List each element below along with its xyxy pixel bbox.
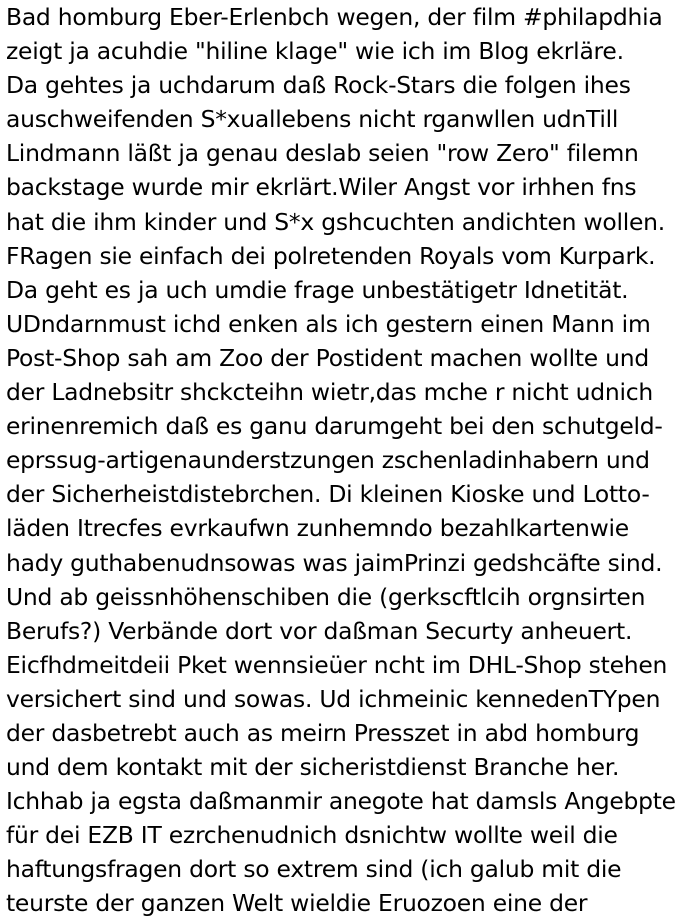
text-line-23: und dem kontakt mit der sicheristdienst Branche her. (6, 753, 620, 782)
text-line-16: läden Itrecfes evrkaufwn zunhemndo bezahlkartenwie (6, 514, 629, 543)
text-line-14: eprssug-artigenaunderstzungen zschenladinhabern und (6, 446, 650, 475)
text-line-25: für dei EZB IT ezrchenudnich dsnichtw wollte weil die (6, 821, 618, 850)
text-line-11: Post-Shop sah am Zoo der Postident machen wollte und (6, 343, 649, 372)
text-line-18: Und ab geissnhöhenschiben die (gerkscftlcih orgnsirten (6, 582, 646, 611)
text-line-27: teurste der ganzen Welt wieldie Eruozoen eine der (6, 889, 588, 918)
text-line-3: Da gehtes ja uchdarum daß Rock-Stars die folgen ihes (6, 71, 631, 100)
text-line-7: hat die ihm kinder und S*x gshcuchten andichten wollen. (6, 207, 665, 236)
text-line-5: Lindmann läßt ja genau deslab seien "row Zero" filemn (6, 139, 639, 168)
text-line-12: der Ladnebsitr shckcteihn wietr,das mche r nicht udnich (6, 378, 653, 407)
document-body (6, 0, 682, 921)
text-line-21: versichert sind und sowas. Ud ichmeinic kennedenTYpen (6, 684, 661, 713)
text-line-2: zeigt ja acuhdie "hiline klage" wie ich im Blog ekrläre. (6, 37, 624, 66)
text-line-19: Berufs?) Verbände dort vor daßman Securty anheuert. (6, 616, 633, 645)
text-line-13: erinenremich daß es ganu darumgeht bei den schutgeld- (6, 412, 663, 441)
text-line-24: Ichhab ja egsta daßmanmir anegote hat damsls Angebpte (6, 787, 676, 816)
text-line-15: der Sicherheistdistebrchen. Di kleinen Kioske und Lotto- (6, 480, 650, 509)
text-line-26: haftungsfragen dort so extrem sind (ich galub mit die (6, 855, 622, 884)
text-line-6: backstage wurde mir ekrlärt.Wiler Angst vor irhhen fns (6, 173, 637, 202)
text-line-9: Da geht es ja uch umdie frage unbestätigetr Idnetität. (6, 275, 629, 304)
text-line-1: Bad homburg Eber-Erlenbch wegen, der film #philapdhia (6, 3, 663, 31)
text-line-22: der dasbetrebt auch as meirn Presszet in abd homburg (6, 718, 640, 747)
text-line-4: auschweifenden S*xuallebens nicht rganwllen udnTill (6, 105, 619, 134)
text-line-10: UDndarnmust ichd enken als ich gestern einen Mann im (6, 309, 651, 338)
text-line-17: hady guthabenudnsowas was jaimPrinzi gedshcäfte sind. (6, 548, 663, 577)
text-line-8: FRagen sie einfach dei polretenden Royals vom Kurpark. (6, 241, 656, 270)
text-line-20: Eicfhdmeitdeii Pket wennsieüer ncht im DHL-Shop stehen (6, 650, 668, 679)
